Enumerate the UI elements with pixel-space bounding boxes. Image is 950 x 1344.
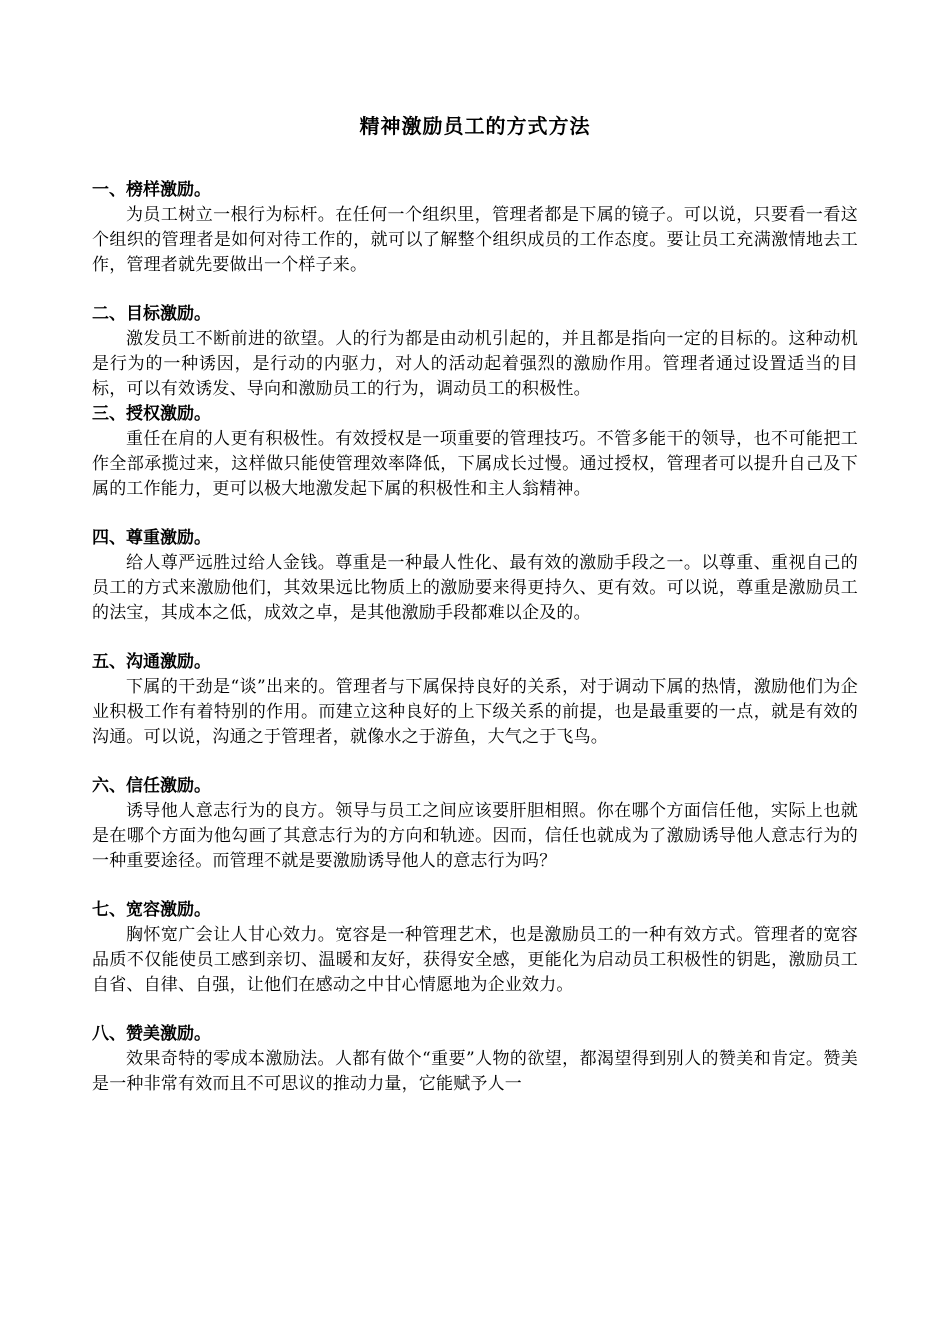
section-heading: 三、授权激励。 <box>92 404 211 424</box>
section-trust <box>92 774 858 874</box>
section-body: 胸怀宽广会让人甘心效力。宽容是一种管理艺术，也是激励员工的一种有效方式。管理者的宽容品质不仅能使员工感到亲切、温暖和友好，获得安全感，更能化为启动员工积极性的钥匙，激励员工自省、自律、自强，让他们在感动之中甘心情愿地为企业效力。 <box>92 925 858 995</box>
section-authorization <box>92 402 858 502</box>
section-heading: 六、信任激励。 <box>92 776 211 796</box>
section-communication <box>92 650 858 750</box>
document-title: 精神激励员工的方式方法 <box>359 114 591 138</box>
section-goal <box>92 302 858 402</box>
section-body: 效果奇特的零成本激励法。人都有做个“重要”人物的欲望，都渴望得到别人的赞美和肯定。赞美是一种非常有效而且不可思议的推动力量，它能赋予人一 <box>92 1049 858 1094</box>
section-heading: 一、榜样激励。 <box>92 180 211 200</box>
section-body: 重任在肩的人更有积极性。有效授权是一项重要的管理技巧。不管多能干的领导，也不可能把工作全部承揽过来，这样做只能使管理效率降低，下属成长过慢。通过授权，管理者可以提升自己及下属的工作能力，更可以极大地激发起下属的积极性和主人翁精神。 <box>92 429 858 499</box>
section-heading: 七、宽容激励。 <box>92 900 211 920</box>
section-tolerance <box>92 898 858 998</box>
section-body: 为员工树立一根行为标杆。在任何一个组织里，管理者都是下属的镜子。可以说，只要看一看这个组织的管理者是如何对待工作的，就可以了解整个组织成员的工作态度。要让员工充满激情地去工作，管理者就先要做出一个样子来。 <box>92 205 858 275</box>
section-heading: 五、沟通激励。 <box>92 652 211 672</box>
section-praise <box>92 1022 858 1097</box>
section-heading: 四、尊重激励。 <box>92 528 211 548</box>
section-heading: 二、目标激励。 <box>92 304 211 324</box>
section-body: 诱导他人意志行为的良方。领导与员工之间应该要肝胆相照。你在哪个方面信任他，实际上也就是在哪个方面为他勾画了其意志行为的方向和轨迹。因而，信任也就成为了激励诱导他人意志行为的一种重要途径。而管理不就是要激励诱导他人的意志行为吗？ <box>92 801 858 871</box>
section-body: 激发员工不断前进的欲望。人的行为都是由动机引起的，并且都是指向一定的目标的。这种动机是行为的一种诱因，是行动的内驱力，对人的活动起着强烈的激励作用。管理者通过设置适当的目标，可以有效诱发、导向和激励员工的行为，调动员工的积极性。 <box>92 329 858 399</box>
document-page <box>92 112 858 1097</box>
section-body: 下属的干劲是“谈”出来的。管理者与下属保持良好的关系，对于调动下属的热情，激励他们为企业积极工作有着特别的作用。而建立这种良好的上下级关系的前提，也是最重要的一点，就是有效的沟通。可以说，沟通之于管理者，就像水之于游鱼，大气之于飞鸟。 <box>92 677 858 747</box>
section-body: 给人尊严远胜过给人金钱。尊重是一种最人性化、最有效的激励手段之一。以尊重、重视自己的员工的方式来激励他们，其效果远比物质上的激励要来得更持久、更有效。可以说，尊重是激励员工的法宝，其成本之低，成效之卓，是其他激励手段都难以企及的。 <box>92 553 858 623</box>
section-heading: 八、赞美激励。 <box>92 1024 211 1044</box>
section-role-model <box>92 178 858 278</box>
section-respect <box>92 526 858 626</box>
